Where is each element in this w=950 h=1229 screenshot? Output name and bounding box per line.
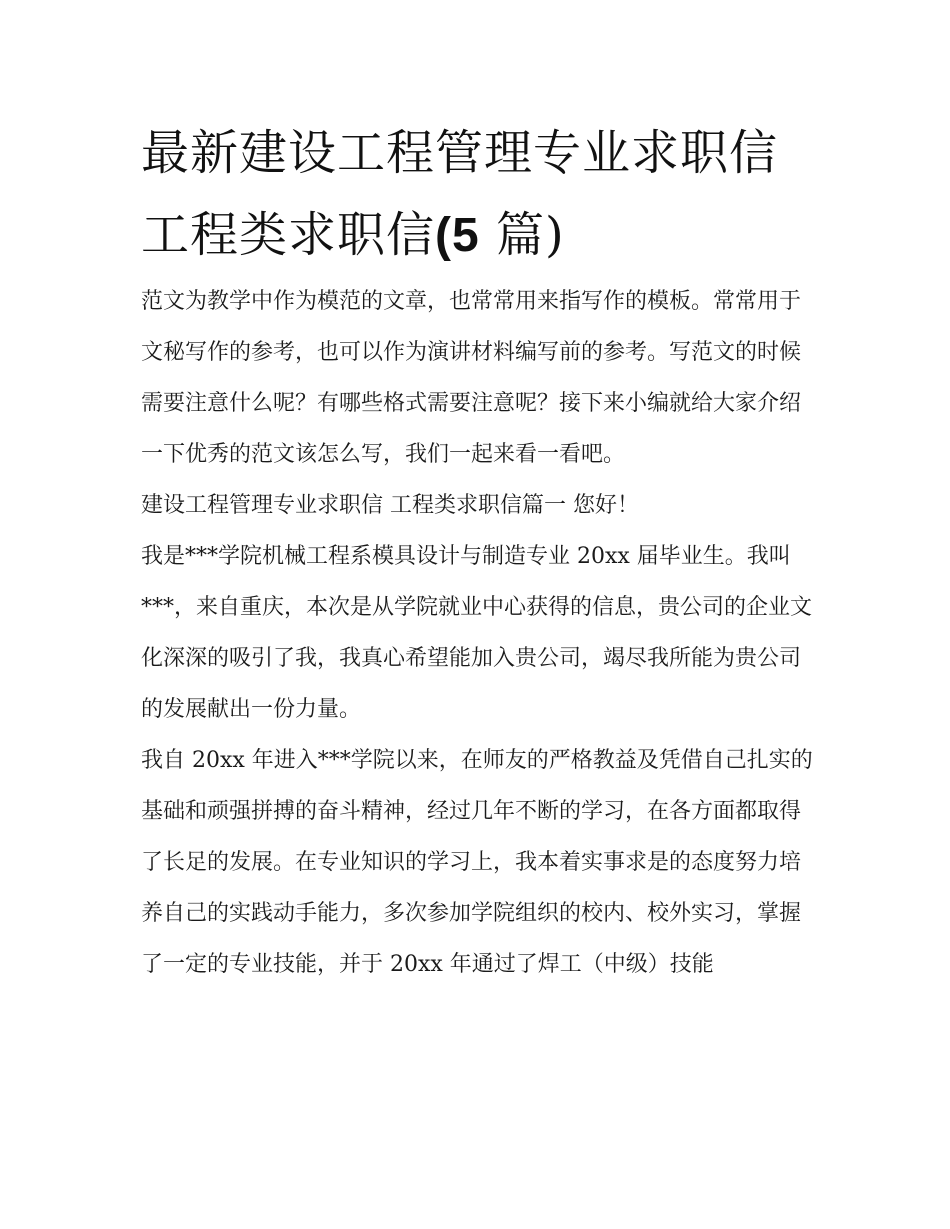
- title-count: 5: [452, 209, 480, 262]
- paragraph-intro: 范文为教学中作为模范的文章，也常常用来指写作的模板。常常用于文秘写作的参考，也可以作为演讲材料编写前的参考。写范文的时候需要注意什么呢？有哪些格式需要注意呢？接下来小编就给大家介绍一下优秀的范文该怎么写，我们一起来看一看吧。: [141, 289, 802, 467]
- title-text: 最新建设工程管理专业求职信工程类求职信: [141, 125, 779, 263]
- paragraph-self-introduction: 我是***学院机械工程系模具设计与制造专业 20xx 届毕业生。我叫***，来自重庆，本次是从学院就业中心获得的信息，贵公司的企业文化深深的吸引了我，我真心希望能加入贵公司，竭尽我所能为贵公司的发展献出一份力量。: [141, 544, 813, 722]
- paragraph-heading-greeting: 建设工程管理专业求职信 工程类求职信篇一 您好！: [141, 493, 639, 518]
- document-title: [141, 112, 821, 277]
- title-paren-open: (: [435, 209, 452, 262]
- paragraph-study-experience: 我自 20xx 年进入***学院以来，在师友的严格教益及凭借自己扎实的基础和顽强拼搏的奋斗精神，经过几年不断的学习，在各方面都取得了长足的发展。在专业知识的学习上，我本着实事求是的态度努力培养自己的实践动手能力，多次参加学院组织的校内、校外实习，掌握了一定的专业技能，并于 20xx 年通过了焊工（中级）技能: [141, 748, 813, 977]
- document-body: [141, 276, 821, 990]
- title-suffix: 篇): [479, 207, 565, 263]
